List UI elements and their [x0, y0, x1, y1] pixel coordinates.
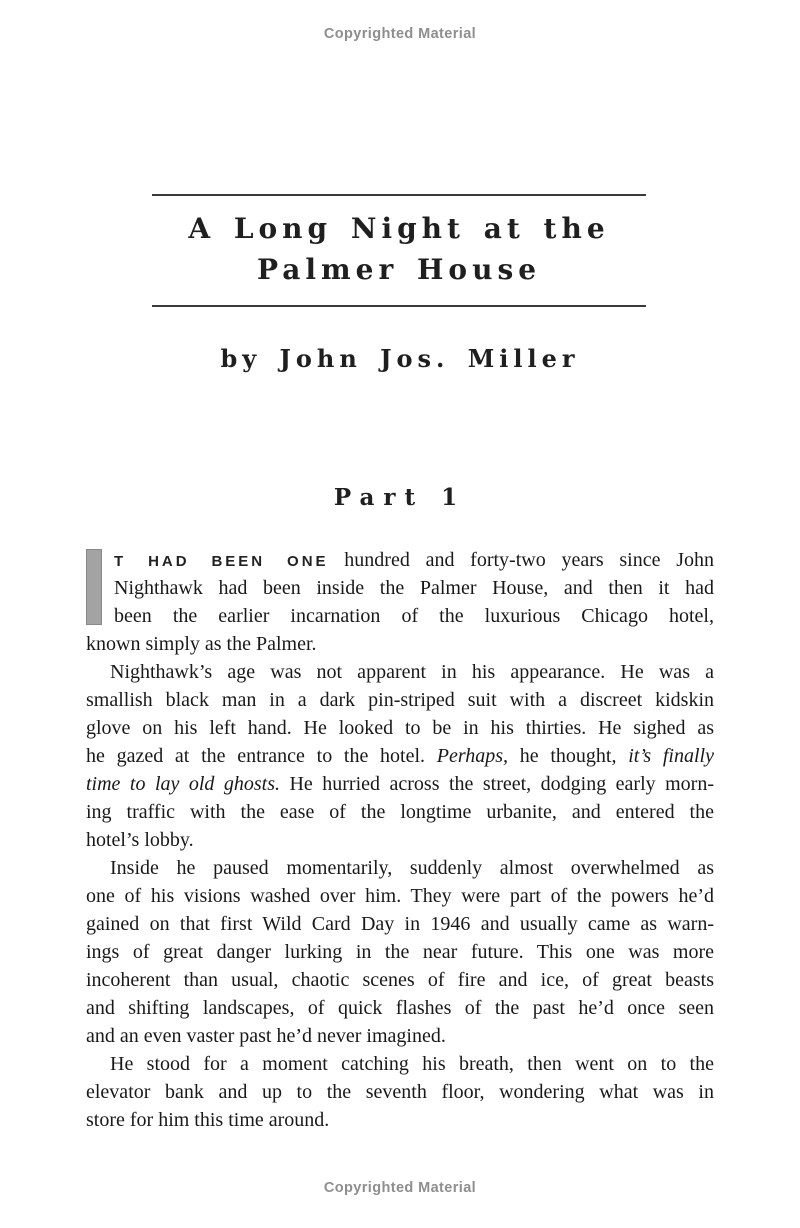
body-text: ings of great danger lurking in the near future. This one was more	[86, 941, 714, 963]
body-text: been the earlier incarnation of the luxurious Chicago hotel,	[114, 605, 714, 627]
body-line	[86, 1106, 714, 1134]
body-line	[86, 658, 714, 686]
body-line	[86, 882, 714, 910]
story-title-line-1: A Long Night at the	[188, 212, 610, 245]
body-line	[86, 630, 714, 658]
body-line	[86, 826, 714, 854]
body-text: Nighthawk had been inside the Palmer House, and then it had	[114, 577, 714, 599]
paragraph	[86, 658, 714, 854]
body-line	[86, 910, 714, 938]
body-text: ing traffic with the ease of the longtime urbanite, and entered the	[86, 801, 714, 823]
body-text: and shifting landscapes, of quick flashes of the past he’d once seen	[86, 997, 714, 1019]
body-line	[86, 854, 714, 882]
body-line	[86, 1078, 714, 1106]
body-line	[86, 602, 714, 630]
body-line	[86, 994, 714, 1022]
body-text: incoherent than usual, chaotic scenes of fire and ice, of great beasts	[86, 969, 714, 991]
story-title-line-2: Palmer House	[256, 253, 542, 286]
body-text: known simply as the Palmer.	[86, 633, 317, 655]
body-text: hundred and forty-two years since John	[328, 549, 715, 571]
body-text: Inside he paused momentarily, suddenly almost overwhelmed as	[110, 857, 714, 879]
paragraph	[86, 546, 714, 658]
body-line	[86, 714, 714, 742]
italic-text: time to lay old ghosts.	[86, 773, 280, 795]
body-line	[86, 686, 714, 714]
body-text: Nighthawk’s age was not apparent in his appearance. He was a	[110, 661, 714, 683]
body-line	[86, 742, 714, 770]
body-text: He hurried across the street, dodging early morn-	[280, 773, 714, 795]
body-line	[86, 1022, 714, 1050]
body-text: hotel’s lobby.	[86, 829, 194, 851]
story-body	[86, 546, 714, 1134]
body-text: gained on that first Wild Card Day in 1946 and usually came as warn-	[86, 913, 714, 935]
body-text: He stood for a moment catching his breath, then went on to the	[110, 1053, 714, 1075]
copyright-notice-top: Copyrighted Material	[323, 26, 477, 42]
paragraph	[86, 1050, 714, 1134]
italic-text: it’s finally	[628, 745, 714, 767]
body-text: and an even vaster past he’d never imagined.	[86, 1025, 446, 1047]
body-text: he thought,	[508, 745, 629, 767]
body-line	[86, 770, 714, 798]
body-line	[86, 966, 714, 994]
story-title-block	[152, 194, 646, 307]
section-heading: Part 1	[333, 484, 467, 511]
body-line	[86, 938, 714, 966]
body-text: one of his visions washed over him. They were part of the powers he’d	[86, 885, 714, 907]
body-text: smallish black man in a dark pin-striped suit with a discreet kidskin	[86, 689, 714, 711]
body-line	[86, 574, 714, 602]
body-text: elevator bank and up to the seventh floor, wondering what was in	[86, 1081, 714, 1103]
body-text: store for him this time around.	[86, 1109, 330, 1131]
body-text: glove on his left hand. He looked to be in his thirties. He sighed as	[86, 717, 714, 739]
body-text: he gazed at the entrance to the hotel.	[86, 745, 437, 767]
copyright-notice-bottom: Copyrighted Material	[323, 1180, 477, 1196]
drop-cap-letter	[86, 549, 102, 625]
body-line	[86, 1050, 714, 1078]
byline: by John Jos. Miller	[220, 344, 580, 373]
body-line	[86, 546, 714, 574]
italic-text: Perhaps,	[436, 745, 509, 767]
body-line	[86, 798, 714, 826]
smallcaps-text: T HAD BEEN ONE	[114, 553, 329, 570]
paragraph	[86, 854, 714, 1050]
